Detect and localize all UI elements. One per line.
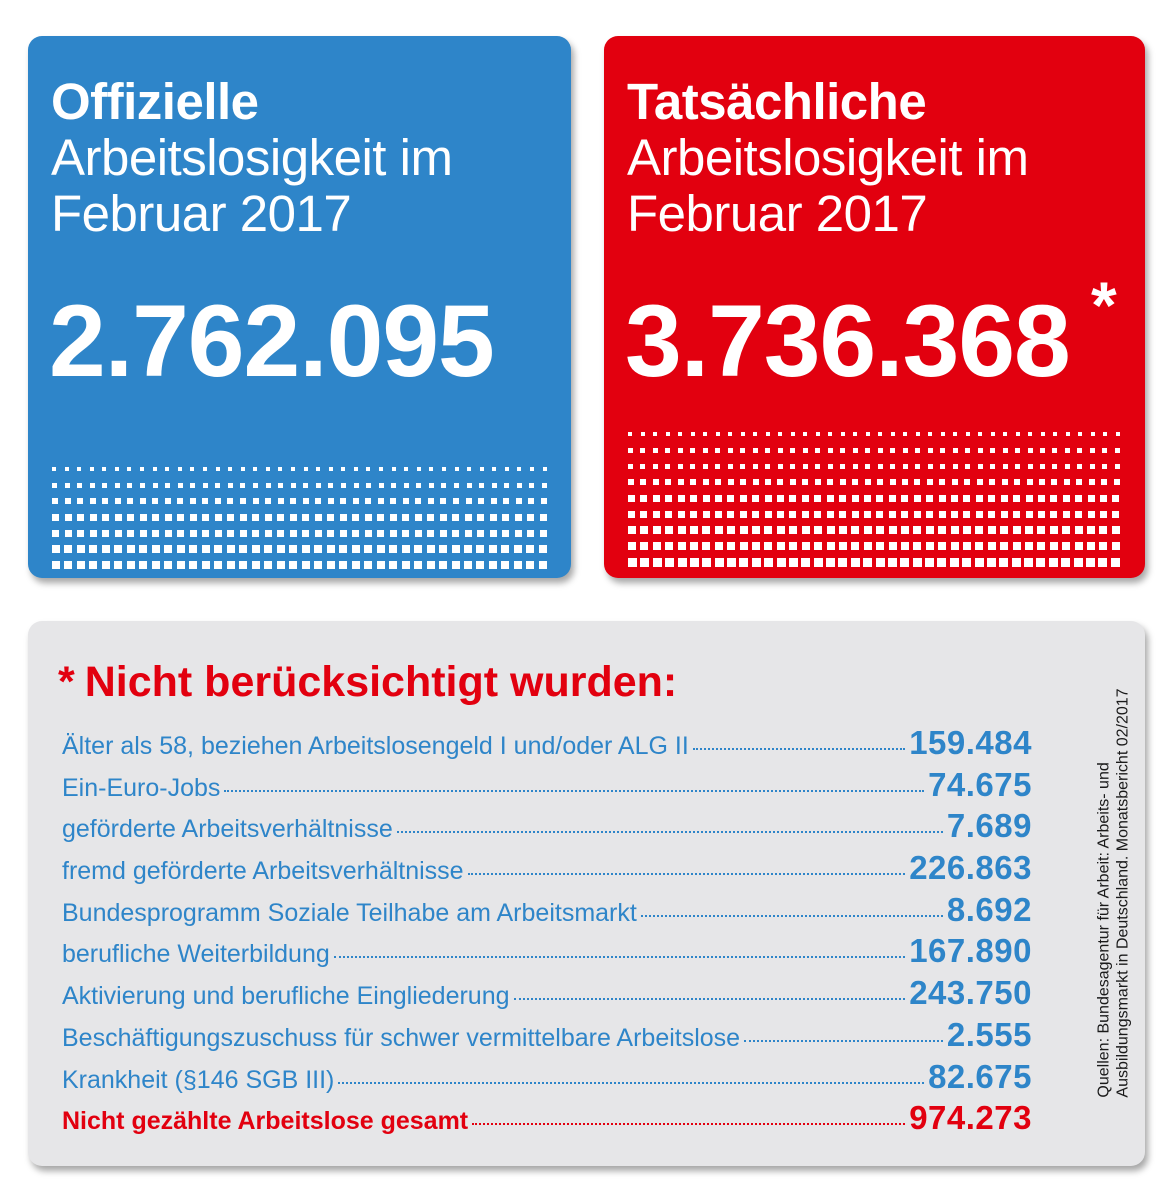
official-title-line2: Arbeitslosigkeit im (51, 129, 453, 186)
source-note (1084, 635, 1144, 1150)
dotted-leader (472, 1123, 905, 1125)
list-item (62, 1058, 1032, 1100)
list-item-value: 167.890 (909, 932, 1032, 970)
list-item-value: 8.692 (946, 890, 1032, 928)
actual-title-line3: Februar 2017 (627, 185, 928, 242)
list-item-value: 7.689 (946, 807, 1032, 845)
source-line-1: Quellen: Bundesagentur für Arbeit: Arbeits- und (1096, 761, 1113, 1098)
actual-asterisk: * (1091, 268, 1117, 342)
list-item-value: 74.675 (928, 765, 1032, 803)
dotted-leader (641, 915, 943, 917)
dotted-leader (514, 998, 906, 1000)
list-item-label: Bundesprogramm Soziale Teilhabe am Arbeitsmarkt (62, 898, 637, 927)
total-value: 974.273 (909, 1099, 1032, 1137)
dotted-leader (744, 1040, 943, 1042)
not-counted-list (62, 724, 1032, 1141)
list-item-value: 243.750 (909, 974, 1032, 1012)
list-item (62, 849, 1032, 891)
list-item-label: geförderte Arbeitsverhältnisse (62, 815, 393, 844)
list-item-label: Beschäftigungszuschuss für schwer vermittelbare Arbeitslose (62, 1023, 741, 1052)
list-item-value: 2.555 (946, 1015, 1032, 1053)
total-label: Nicht gezählte Arbeitslose gesamt (62, 1107, 469, 1136)
official-unemployment-card (28, 36, 571, 578)
list-item-label: fremd geförderte Arbeitsverhältnisse (62, 857, 464, 886)
list-item-value: 226.863 (909, 849, 1032, 887)
dotted-leader (334, 956, 905, 958)
list-item (62, 1016, 1032, 1058)
official-title (51, 74, 452, 242)
actual-title (627, 74, 1028, 242)
official-title-strong: Offizielle (51, 73, 259, 130)
dotted-leader (338, 1082, 924, 1084)
list-item-label: Aktivierung und berufliche Eingliederung (62, 982, 510, 1011)
list-item (62, 807, 1032, 849)
total-row (62, 1099, 1032, 1141)
source-line-2: Ausbildungsmarkt in Deutschland. Monatsbericht 02/2017 (1115, 687, 1132, 1098)
list-item (62, 766, 1032, 808)
dotted-leader (397, 831, 943, 833)
official-dot-pattern (52, 461, 547, 573)
list-item (62, 891, 1032, 933)
actual-title-line2: Arbeitslosigkeit im (627, 129, 1029, 186)
heading-text: Nicht berücksichtigt wurden: (84, 658, 678, 706)
list-item-label: Älter als 58, beziehen Arbeitslosengeld I und/oder ALG II (62, 732, 689, 760)
actual-title-strong: Tatsächliche (627, 73, 927, 130)
list-item-value: 159.484 (909, 724, 1032, 761)
actual-unemployment-card (604, 36, 1145, 578)
official-number: 2.762.095 (49, 284, 494, 398)
official-title-line3: Februar 2017 (51, 185, 352, 242)
dotted-leader (468, 873, 906, 875)
dotted-leader (693, 748, 905, 750)
list-item-label: Ein-Euro-Jobs (62, 773, 221, 802)
actual-number: 3.736.368 (625, 284, 1070, 398)
heading-asterisk: * (58, 658, 75, 706)
list-item (62, 724, 1032, 766)
actual-dot-pattern (628, 426, 1120, 570)
list-item-label: Krankheit (§146 SGB III) (62, 1065, 335, 1094)
list-item-label: berufliche Weiterbildung (62, 940, 330, 969)
list-item-value: 82.675 (928, 1057, 1032, 1095)
list-item (62, 932, 1032, 974)
not-counted-heading (58, 657, 677, 707)
not-counted-panel (28, 621, 1145, 1166)
list-item (62, 974, 1032, 1016)
dotted-leader (224, 790, 924, 792)
